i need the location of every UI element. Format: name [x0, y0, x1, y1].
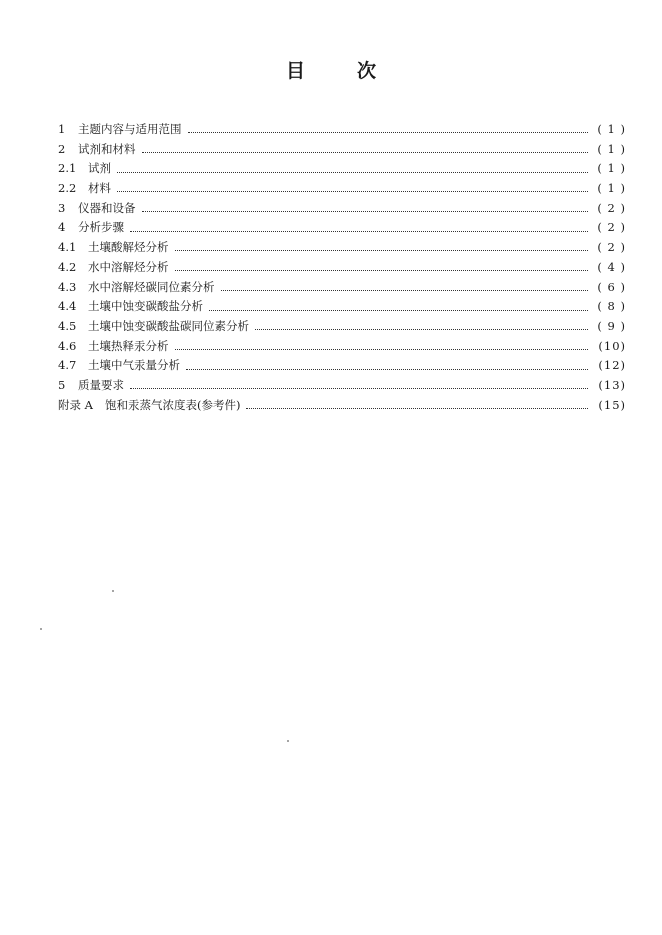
leader-dots [186, 369, 588, 370]
toc-page: ( 4 ) [597, 259, 626, 274]
toc-entry-2-2[interactable] [58, 179, 626, 199]
toc-label: 试剂 [88, 161, 111, 176]
toc-number: 1 [58, 122, 66, 136]
leader-dots [142, 152, 589, 153]
toc-entry-1[interactable] [58, 120, 626, 140]
toc-number: 2.2 [58, 181, 77, 196]
leader-dots [130, 231, 588, 232]
leader-dots [175, 270, 589, 271]
toc-label: 土壤中蚀变碳酸盐碳同位素分析 [88, 318, 249, 333]
table-of-contents [58, 120, 626, 415]
toc-number: 2 [58, 141, 66, 156]
leader-dots [221, 290, 589, 291]
scan-speck [287, 740, 289, 742]
scan-speck [40, 628, 42, 630]
page-title [0, 56, 662, 83]
leader-dots [117, 191, 588, 192]
toc-label: 质量要求 [78, 377, 124, 392]
leader-dots [255, 329, 588, 330]
toc-entry-4[interactable] [58, 218, 626, 238]
toc-number: 附录 A [58, 397, 93, 412]
toc-entry-4-2[interactable] [58, 258, 626, 278]
title-char-2: 次 [357, 60, 377, 82]
toc-entry-4-5[interactable] [58, 317, 626, 337]
leader-dots [188, 132, 589, 133]
leader-dots [117, 172, 588, 173]
toc-entry-2[interactable] [58, 140, 626, 160]
toc-page: (13) [598, 377, 626, 392]
toc-entry-4-7[interactable] [58, 356, 626, 376]
toc-number: 4.7 [58, 358, 77, 373]
toc-number: 4.1 [58, 240, 77, 255]
toc-page: ( 1 ) [597, 161, 626, 176]
toc-label: 土壤酸解烃分析 [88, 240, 169, 255]
toc-label: 材料 [88, 181, 111, 196]
toc-number: 5 [58, 377, 66, 392]
toc-label: 土壤中气汞量分析 [88, 358, 180, 373]
toc-page: (10) [598, 338, 626, 353]
toc-page: ( 8 ) [597, 299, 626, 314]
toc-page: ( 2 ) [597, 220, 626, 235]
scan-speck [112, 590, 114, 592]
toc-page: (15) [598, 397, 626, 412]
leader-dots [209, 310, 588, 311]
toc-entry-2-1[interactable] [58, 159, 626, 179]
toc-page: ( 9 ) [597, 318, 626, 333]
toc-entry-3[interactable] [58, 199, 626, 219]
toc-page: ( 1 ) [597, 122, 626, 136]
toc-label: 分析步骤 [78, 220, 124, 235]
toc-number: 4.5 [58, 318, 77, 333]
toc-page: ( 6 ) [597, 279, 626, 294]
leader-dots [175, 250, 589, 251]
toc-label: 主题内容与适用范围 [78, 122, 182, 136]
toc-entry-appendix-a[interactable] [58, 396, 626, 416]
toc-label: 土壤中蚀变碳酸盐分析 [88, 299, 203, 314]
leader-dots [175, 349, 589, 350]
toc-number: 4.6 [58, 338, 77, 353]
toc-page: ( 2 ) [597, 200, 626, 215]
toc-number: 4.2 [58, 259, 77, 274]
leader-dots [142, 211, 589, 212]
toc-entry-4-6[interactable] [58, 337, 626, 357]
leader-dots [246, 408, 588, 409]
toc-number: 3 [58, 200, 66, 215]
toc-label: 水中溶解烃碳同位素分析 [88, 279, 215, 294]
leader-dots [130, 388, 588, 389]
toc-number: 4.3 [58, 279, 77, 294]
toc-label: 仪器和设备 [78, 200, 136, 215]
title-char-1: 目 [285, 60, 305, 82]
toc-number: 2.1 [58, 161, 77, 176]
toc-entry-5[interactable] [58, 376, 626, 396]
toc-entry-4-4[interactable] [58, 297, 626, 317]
toc-label: 饱和汞蒸气浓度表(参考件) [104, 397, 241, 412]
toc-number: 4.4 [58, 299, 77, 314]
toc-page: ( 1 ) [597, 181, 626, 196]
toc-page: ( 2 ) [597, 240, 626, 255]
toc-page: (12) [598, 358, 626, 373]
toc-label: 水中溶解烃分析 [88, 259, 169, 274]
toc-entry-4-1[interactable] [58, 238, 626, 258]
toc-entry-4-3[interactable] [58, 278, 626, 298]
toc-number: 4 [58, 220, 66, 235]
toc-label: 土壤热释汞分析 [88, 338, 169, 353]
toc-page: ( 1 ) [597, 141, 626, 156]
toc-label: 试剂和材料 [78, 141, 136, 156]
